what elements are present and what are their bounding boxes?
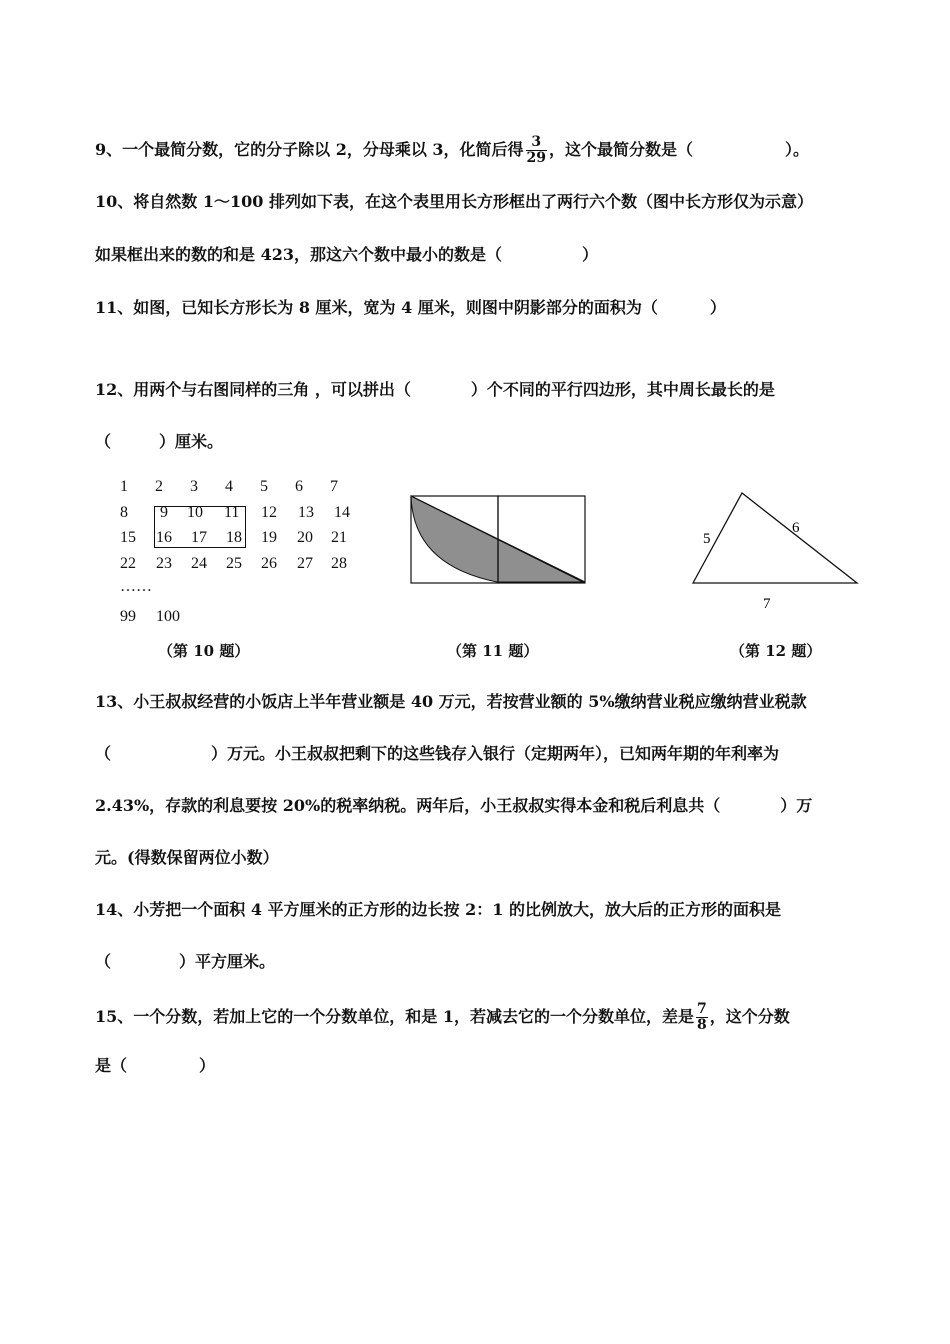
question-10-line-1: 10、将自然数 1～100 排列如下表，在这个表里用长方形框出了两行六个数（图中长方形仅为示意） [95,192,813,211]
caption-q10: （第 10 题） [158,642,250,660]
question-12-line-1: 12、用两个与右图同样的三角 ，可以拼出（ ）个不同的平行四边形，其中周长最长的是 [95,380,775,399]
q9-text-after: ，这个最简分数是（ [549,140,694,159]
question-10-line-2: 如果框出来的数的和是 423，那这六个数中最小的数是（ ） [95,245,598,264]
side-label-right: 6 [792,520,800,536]
q9-fraction: $\frac{3}{29}$ [526,134,547,166]
caption-q12: （第 12 题） [730,642,822,660]
triangle [693,493,857,583]
question-11: 11、如图，已知长方形长为 8 厘米，宽为 4 厘米，则图中阴影部分的面积为（ ） [95,298,726,317]
question-9: 9、一个最简分数，它的分子除以 2，分母乘以 3，化简后得 $\frac{3}{29}$ ，这个最简分数是（ ）。 [95,134,810,166]
q9-text: 9、一个最简分数，它的分子除以 2，分母乘以 3，化简后得 [95,140,524,159]
question-13-line-2: （ ）万元。小王叔叔把剩下的这些钱存入银行（定期两年），已知两年期的年利率为 [95,744,780,763]
question-15-line-2: 是（ ） [95,1056,216,1075]
side-label-bottom: 7 [763,596,771,612]
question-14-line-1: 14、小芳把一个面积 4 平方厘米的正方形的边长按 2：1 的比例放大，放大后的正方形的面积是 [95,900,781,919]
question-13-line-3: 2.43%，存款的利息要按 20%的税率纳税。两年后，小王叔叔实得本金和税后利息共（ ）万 [95,796,813,815]
side-label-left: 5 [703,531,711,547]
grid-selection-rectangle [154,506,246,548]
caption-q11: （第 11 题） [447,642,539,660]
question-12-line-2: （ ）厘米。 [95,432,224,451]
question-15-line-1: 15、一个分数，若加上它的一个分数单位，和是 1，若减去它的一个分数单位，差是 $\frac{7}{8}$ ，这个分数 [95,1001,790,1033]
q15-fraction: $\frac{7}{8}$ [696,1001,707,1033]
figure-11 [405,490,595,590]
figure-12-triangle [685,485,870,615]
question-13-line-4: 元。(得数保留两位小数） [95,848,279,867]
question-13-line-1: 13、小王叔叔经营的小饭店上半年营业额是 40 万元，若按营业额的 5%缴纳营业税应缴纳营业税款 [95,692,807,711]
question-14-line-2: （ ）平方厘米。 [95,952,276,971]
